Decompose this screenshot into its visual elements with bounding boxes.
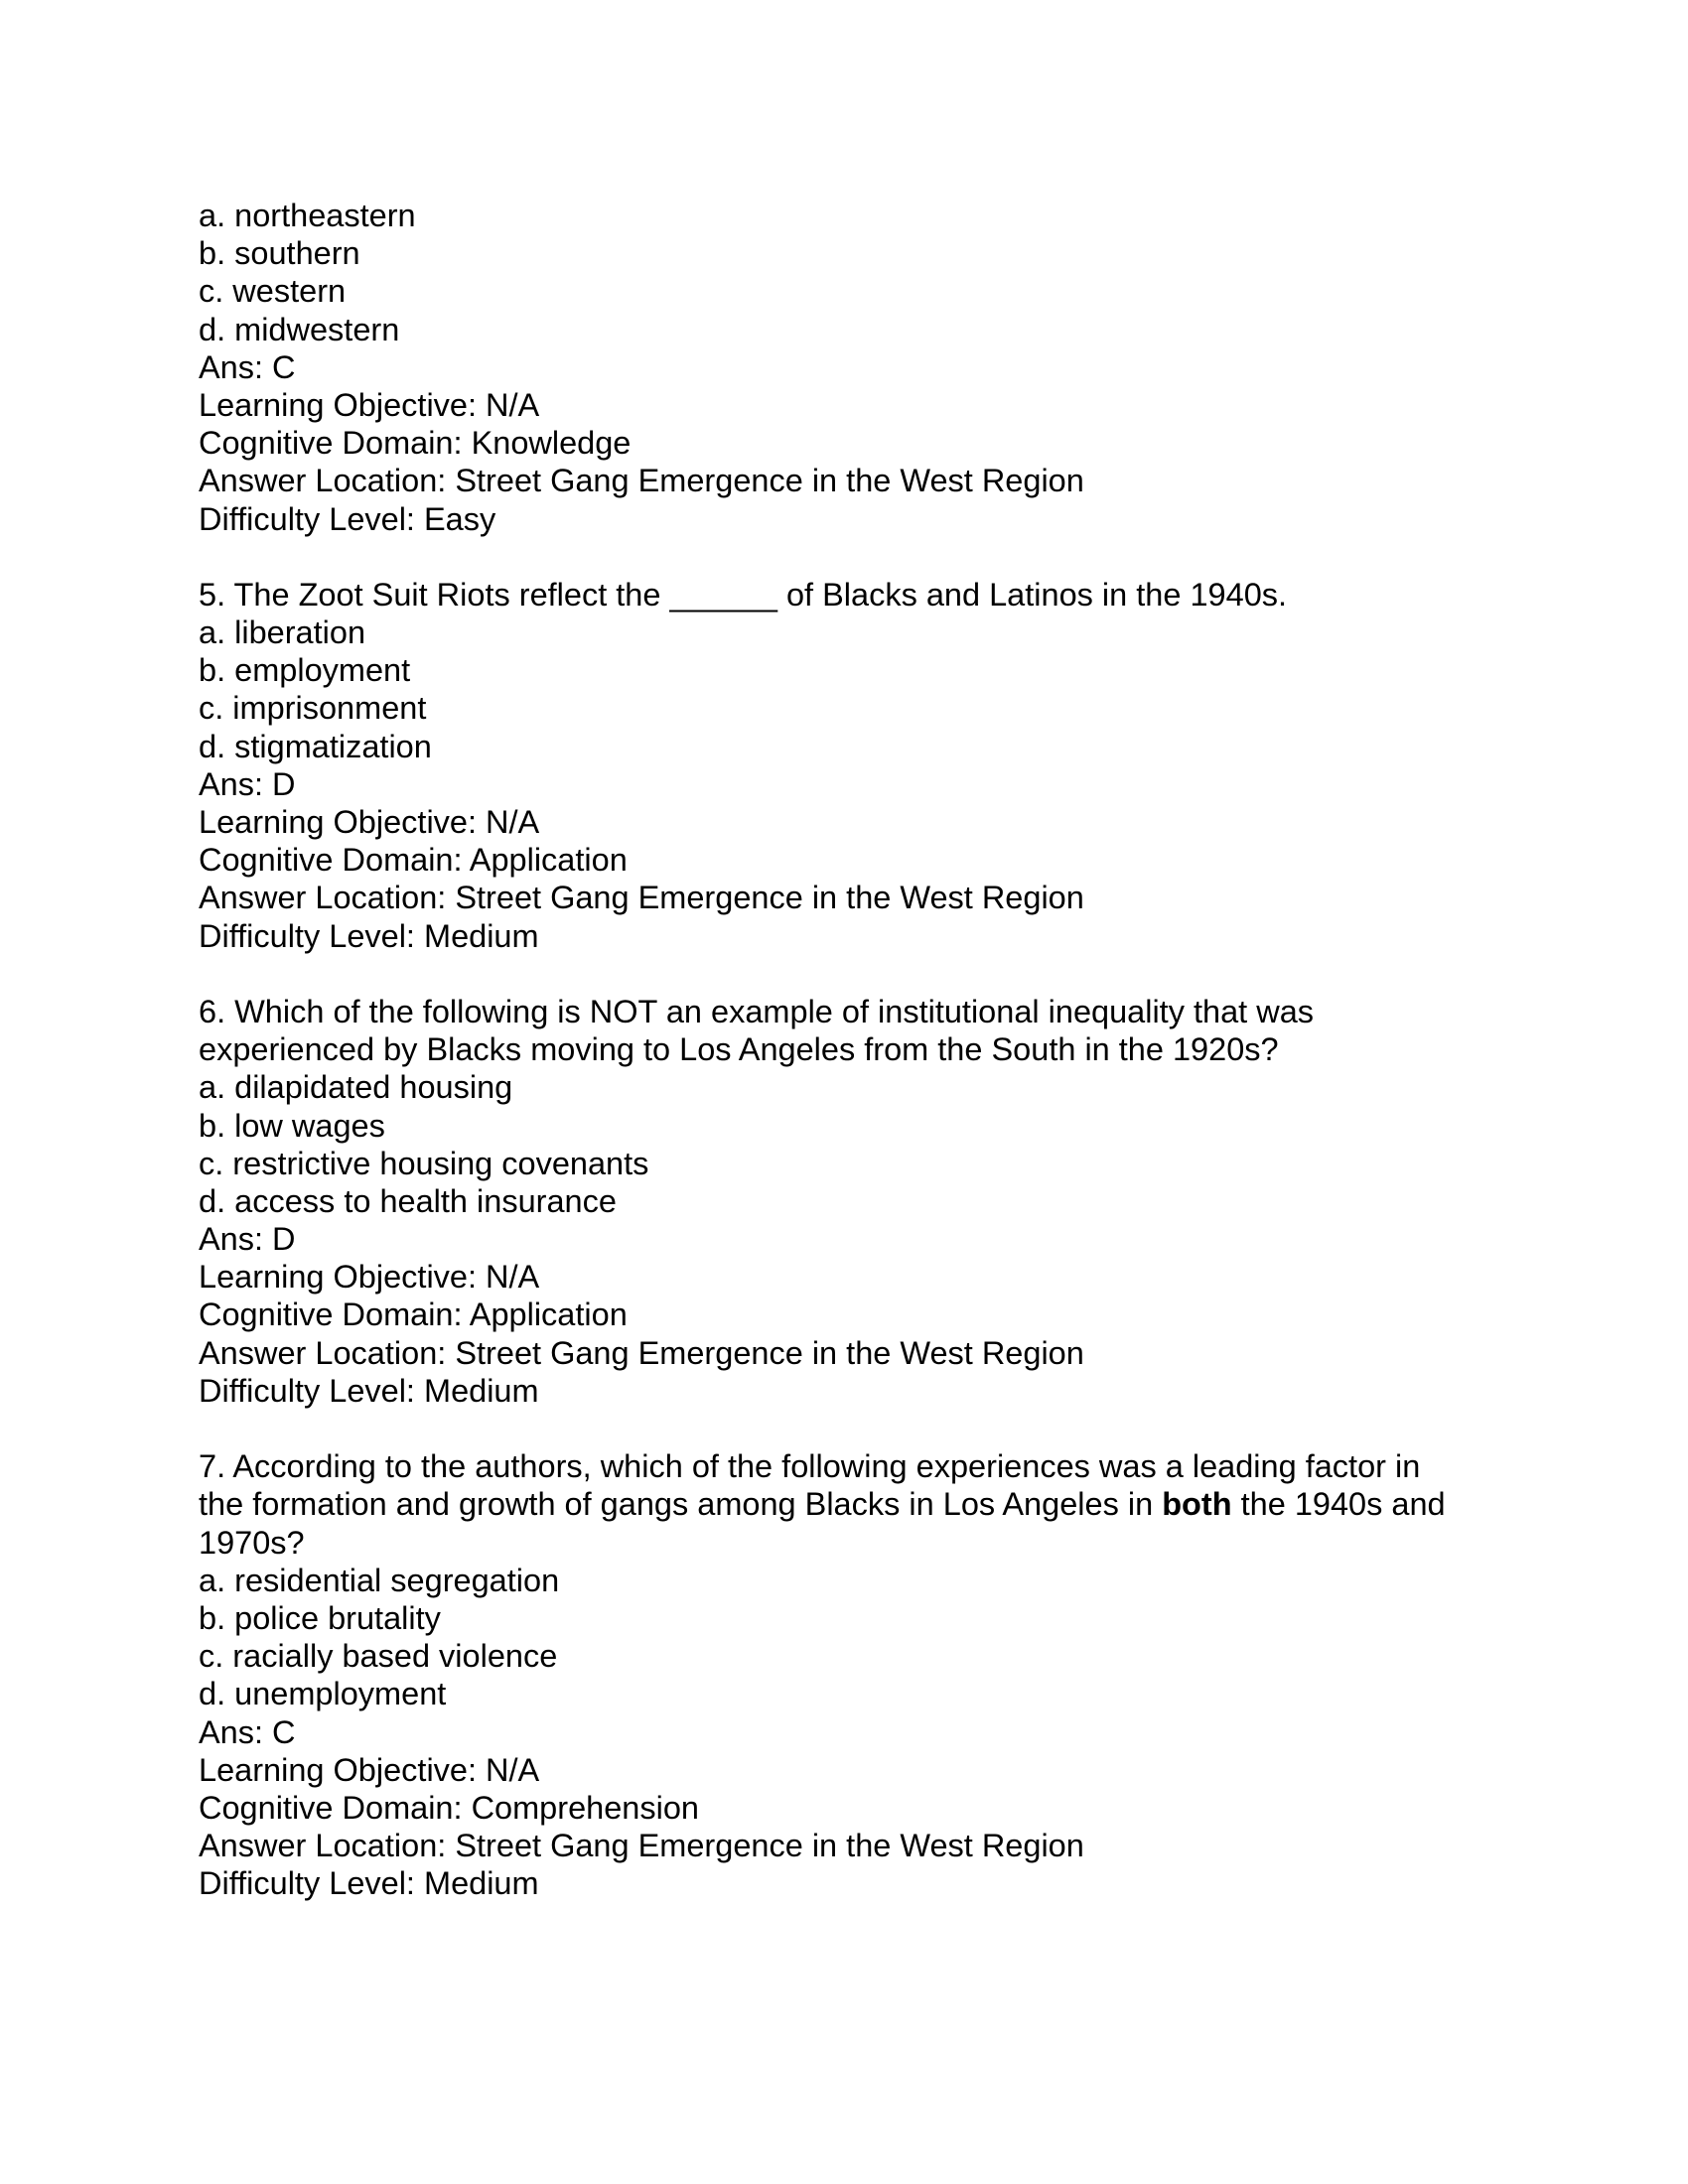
difficulty-level: Difficulty Level: Medium bbox=[199, 917, 539, 954]
option-b: b. police brutality bbox=[199, 1599, 441, 1636]
option-d: d. midwestern bbox=[199, 311, 400, 347]
question-stem: 5. The Zoot Suit Riots reflect the ______ of Blacks and Latinos in the 1940s. bbox=[199, 576, 1288, 613]
option-d: d. stigmatization bbox=[199, 728, 432, 764]
option-c: c. imprisonment bbox=[199, 690, 427, 727]
question-6 bbox=[199, 993, 1509, 1410]
option-a: a. dilapidated housing bbox=[199, 1069, 513, 1106]
answer: Ans: D bbox=[199, 765, 296, 802]
cognitive-domain: Cognitive Domain: Comprehension bbox=[199, 1789, 700, 1826]
cognitive-domain: Cognitive Domain: Knowledge bbox=[199, 425, 632, 462]
option-a: a. residential segregation bbox=[199, 1562, 560, 1598]
learning-objective: Learning Objective: N/A bbox=[199, 804, 540, 840]
option-d: d. access to health insurance bbox=[199, 1182, 617, 1219]
answer: Ans: D bbox=[199, 1221, 296, 1258]
option-b: b. employment bbox=[199, 652, 411, 689]
answer-location: Answer Location: Street Gang Emergence in the West Region bbox=[199, 463, 1084, 499]
question-stem-line-3: 1970s? bbox=[199, 1524, 305, 1561]
stem-text-before-emphasis: the formation and growth of gangs among Blacks in Los Angeles in bbox=[199, 1486, 1163, 1523]
question-stem-line-1: 7. According to the authors, which of the following experiences was a leading factor in bbox=[199, 1448, 1421, 1485]
cognitive-domain: Cognitive Domain: Application bbox=[199, 842, 628, 879]
option-c: c. western bbox=[199, 273, 347, 310]
question-7 bbox=[199, 1447, 1509, 1902]
question-4-fragment bbox=[199, 197, 1509, 538]
option-b: b. southern bbox=[199, 235, 360, 272]
answer-location: Answer Location: Street Gang Emergence in the West Region bbox=[199, 1828, 1084, 1864]
option-d: d. unemployment bbox=[199, 1676, 447, 1712]
option-c: c. racially based violence bbox=[199, 1638, 558, 1675]
stem-text-after-emphasis: the 1940s and bbox=[1231, 1486, 1446, 1523]
learning-objective: Learning Objective: N/A bbox=[199, 1259, 540, 1296]
answer: Ans: C bbox=[199, 1713, 296, 1750]
answer-location: Answer Location: Street Gang Emergence in the West Region bbox=[199, 1334, 1084, 1371]
option-a: a. liberation bbox=[199, 614, 366, 651]
option-a: a. northeastern bbox=[199, 198, 416, 233]
option-c: c. restrictive housing covenants bbox=[199, 1145, 649, 1181]
option-b: b. low wages bbox=[199, 1107, 385, 1144]
question-stem-line-2: experienced by Blacks moving to Los Angeles from the South in the 1920s? bbox=[199, 1031, 1279, 1068]
question-stem-line-1: 6. Which of the following is NOT an example of institutional inequality that was bbox=[199, 993, 1315, 1029]
difficulty-level: Difficulty Level: Easy bbox=[199, 500, 496, 537]
stem-emphasis-word: both bbox=[1162, 1486, 1232, 1523]
document-page bbox=[199, 197, 1509, 1941]
cognitive-domain: Cognitive Domain: Application bbox=[199, 1297, 628, 1333]
question-5 bbox=[199, 576, 1509, 955]
difficulty-level: Difficulty Level: Medium bbox=[199, 1372, 539, 1409]
question-stem-line-2 bbox=[199, 1485, 1509, 1523]
learning-objective: Learning Objective: N/A bbox=[199, 386, 540, 423]
answer-location: Answer Location: Street Gang Emergence in the West Region bbox=[199, 880, 1084, 916]
difficulty-level: Difficulty Level: Medium bbox=[199, 1865, 539, 1902]
answer: Ans: C bbox=[199, 348, 296, 385]
learning-objective: Learning Objective: N/A bbox=[199, 1751, 540, 1788]
